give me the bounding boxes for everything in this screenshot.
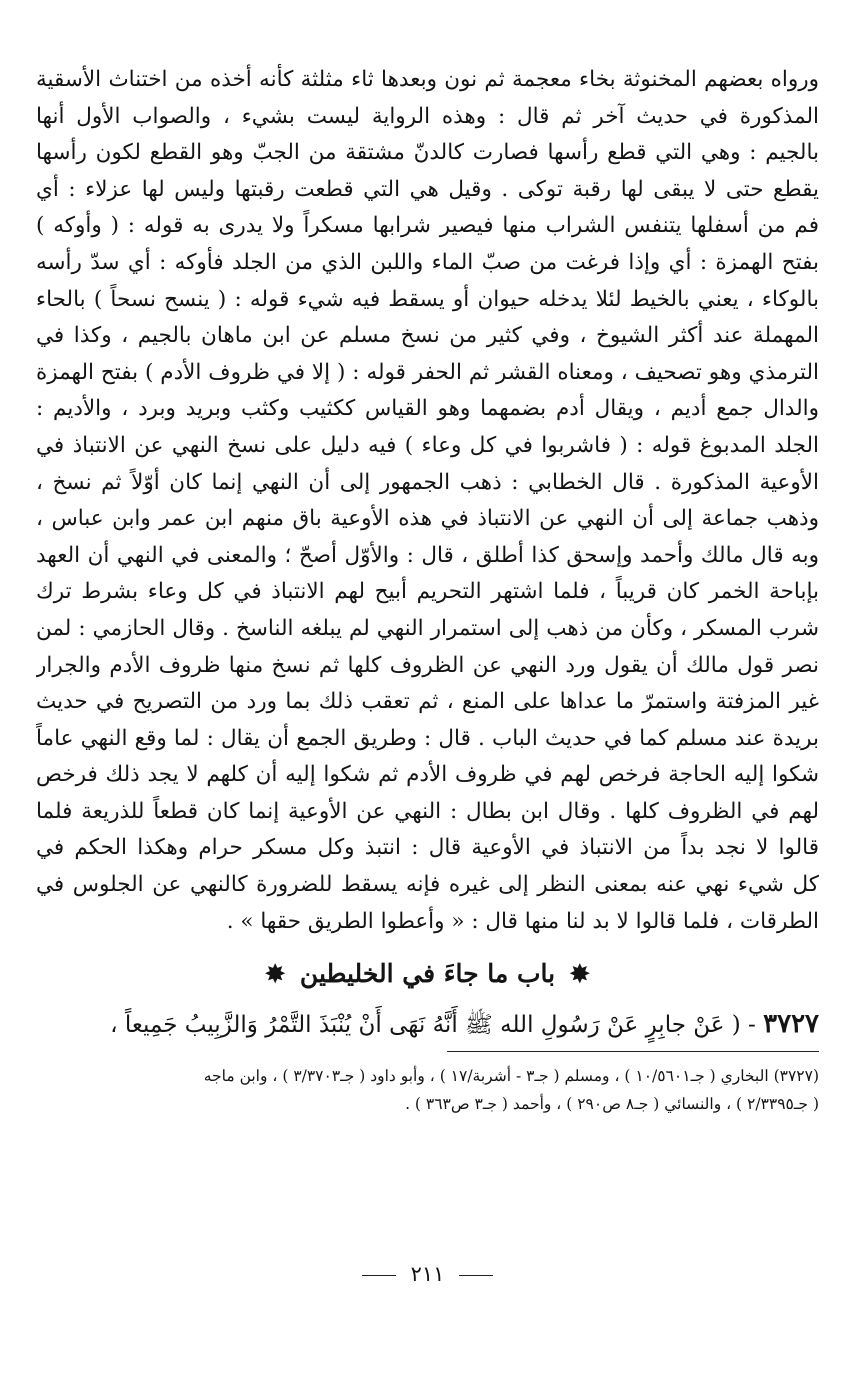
text-line: يقطع حتى لا يبقى لها رقبة توكى . وقيل هي التي قطعت رقبتها وليس لها عزلاء : أي [36, 176, 819, 202]
text-line: بالوكاء ، يعني بالخيط لئلا يدخله حيوان أو يسقط فيه شيء قوله : ( ينسح نسحاً ) بالحاء [36, 286, 819, 312]
dash-ornament [362, 1275, 396, 1276]
chapter-title: باب ما جاءَ في الخليطين [299, 959, 556, 989]
footnotes [36, 1062, 819, 1118]
text-line: وبه قال مالك وأحمد وإسحق كذا أطلق ، قال : والأوّل أصحّ ؛ والمعنى في النهي أن العهد [36, 542, 819, 568]
star-ornament-icon: ✸ [569, 959, 590, 989]
text-line: الترمذي وهو تصحيف ، ومعناه القشر ثم الحفر قوله : ( إلا في ظروف الأدم ) بفتح الهمزة [36, 359, 819, 385]
text-line: شرب المسكر ، وكأن من ذهب إلى استمرار النهي لم يبلغه الناسخ . وقال الحازمي : لمن [36, 615, 819, 641]
text-line: بالجيم : وهي التي قطع رأسها فصارت كالدنّ مشتقة من الجبّ وهو القطع لكون رأسها [36, 140, 819, 166]
text-line: نصر قول مالك أن يقول ورد النهي عن الظروف كلها ثم نسخ منها ظروف الأدم والجرار [36, 652, 819, 678]
hadith-body: - ( عَنْ جابِرٍ عَنْ رَسُولِ الله ﷺ أَنَّهُ نَهَى أَنْ يُنْبَذَ التَّمْرُ وَالزَّبِيبُ جَمِيعاً ، [110, 1012, 756, 1039]
text-line: كل شيء نهي عنه بمعنى النظر إلى غيره فإنه يسقط للضرورة كالنهي عن الجلوس في [36, 872, 819, 898]
page-number: ٢١١ [410, 1262, 445, 1286]
text-line: غير المزفتة واستمرّ ما عداها على المنع ، ثم تعقب ذلك بما ورد من التصريح في حديث [36, 689, 819, 715]
text-line: بفتح الهمزة : أي وإذا فرغت من صبّ الماء واللبن الذي من الجلد فأوكه : أي سدّ رأسه [36, 249, 819, 275]
text-line: المذكورة في حديث آخر ثم قال : وهذه الرواية ليست بشيء ، والصواب الأول أنها [36, 103, 819, 129]
dash-ornament [459, 1275, 493, 1276]
text-line: الجلد المدبوغ قوله : ( فاشربوا في كل وعاء ) فيه دليل على نسخ النهي عن الانتباذ في [36, 432, 819, 458]
hadith-number: ٣٧٢٧ [763, 1009, 819, 1040]
text-line: شكوا إليه الحاجة فرخص لهم في ظروف الأدم ثم شكوا إليه أن كلهم لا يجد ذلك فرخص [36, 762, 819, 788]
star-ornament-icon: ✸ [265, 959, 286, 989]
footnote-divider [447, 1051, 819, 1052]
footnote-line: (٣٧٢٧) البخاري ( جـ١٠/٥٦٠١ ) ، ومسلم ( جـ٣ - أشربة/١٧ ) ، وأبو داود ( جـ٣/٣٧٠٣ ) ، وابن ماجه [203, 1067, 819, 1086]
chapter-heading [36, 954, 819, 994]
commentary-text [36, 62, 819, 940]
text-line: ورواه بعضهم المخنوثة بخاء معجمة ثم نون وبعدها ثاء مثلثة كأنه أخذه من اختناث الأسقية [36, 67, 819, 92]
text-line: لهم في الظروف كلها . وقال ابن بطال : النهي عن الأوعية إنما كان قطعاً للذريعة فلما [36, 798, 819, 824]
hadith-text [36, 1004, 819, 1045]
text-line: فم من أسفلها يتنفس الشراب منها فيصير شرابها مسكراً ولا يدرى به قوله : ( وأوكه ) [36, 213, 819, 239]
text-line: الأوعية المذكورة . قال الخطابي : ذهب الجمهور إلى أن النهي إنما كان أوّلاً ثم نسخ ، [36, 469, 819, 495]
text-line: بإباحة الخمر كان قريباً ، فلما اشتهر التحريم أبيح لهم الانتباذ في كل وعاء بشرط ترك [36, 579, 819, 605]
page-content [36, 62, 819, 1118]
page-number-footer [0, 1262, 855, 1286]
text-line: بريدة عند مسلم كما في حديث الباب . قال : وطريق الجمع أن يقال : لما وقع النهي عاماً [36, 725, 819, 751]
text-line: وذهب جماعة إلى أن النهي عن الانتباذ في هذه الأوعية باق منهم ابن عمر وابن عباس ، [36, 506, 819, 532]
text-line: الطرقات ، فلما قالوا لا بد لنا منها قال : « وأعطوا الطريق حقها » . [226, 908, 819, 934]
text-line: المهملة عند أكثر الشيوخ ، وفي كثير من نسخ مسلم عن ابن ماهان بالجيم ، وكذا في [36, 323, 819, 349]
text-line: قالوا لا نجد بداً من الانتباذ في الأوعية قال : انتبذ وكل مسكر حرام وهكذا الحكم في [36, 835, 819, 861]
text-line: والدال جمع أديم ، ويقال أدم بضمهما وهو القياس ككثيب وكثب وبريد وبرد ، والأديم : [36, 396, 819, 422]
footnote-line: ( جـ٢/٣٣٩٥ ) ، والنسائي ( جـ٨ ص٢٩٠ ) ، وأحمد ( جـ٣ ص٣٦٣ ) . [405, 1095, 819, 1114]
